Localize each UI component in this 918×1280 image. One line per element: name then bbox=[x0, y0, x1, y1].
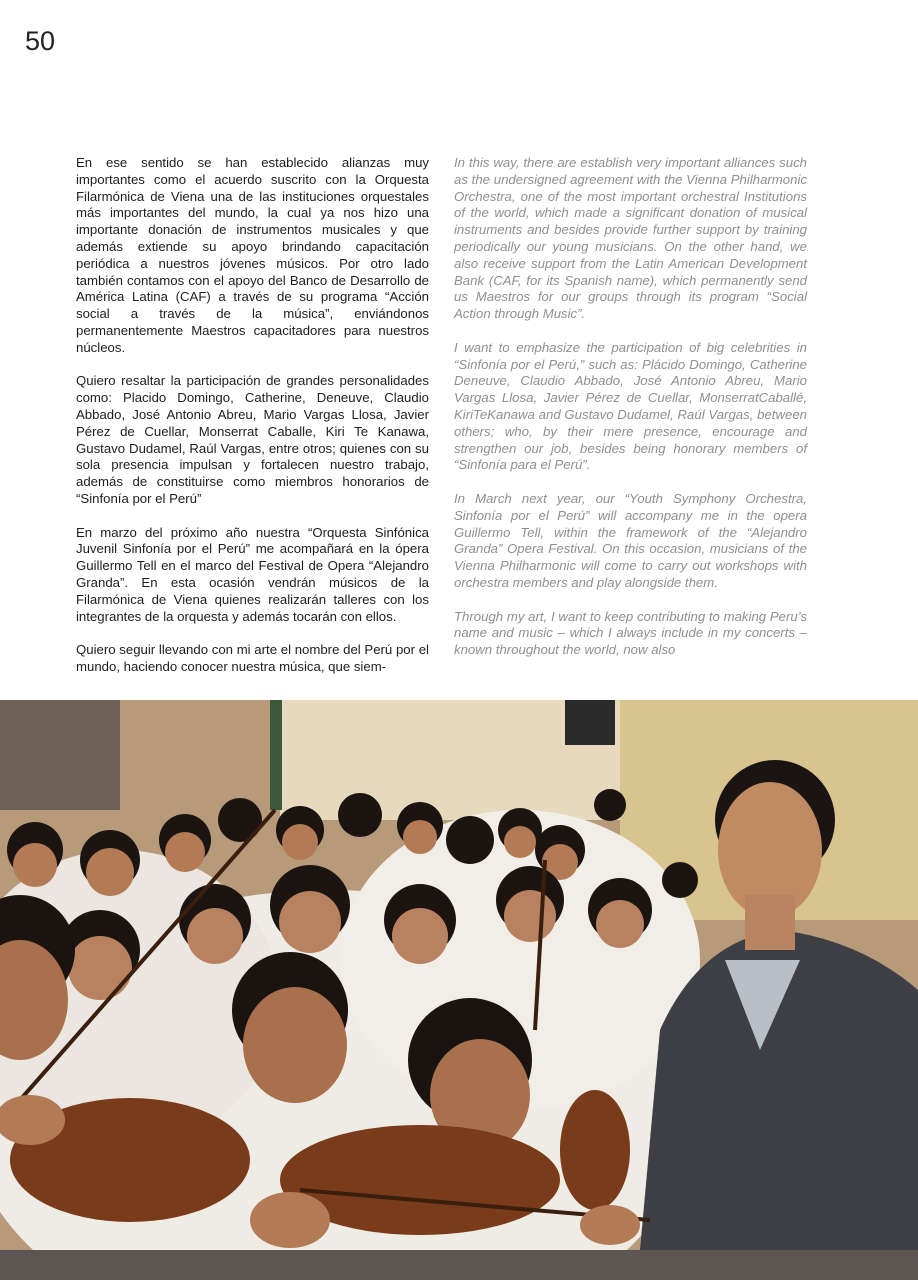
english-paragraph-2: I want to emphasize the participation of big celebrities in “Sinfonía por el Perú,” such as: Plácido Domingo, Catherine Deneuve, Claudio Abbado, José Antonio Abreu, Mario Vargas Llosa, Javier Pérez de Cuellar, MonserratCaballé, KiriTeKanawa and Gustavo Dudamel, Raúl Vargas, between others; who, by their mere presence, encourage and strengthen our job, besides being honorary members of “Sinfonía para el Perú”. bbox=[454, 339, 807, 473]
spanish-paragraph-3: En marzo del próximo año nuestra “Orquesta Sinfónica Juvenil Sinfonía por el Perú” me acompañará en la ópera Guillermo Tell en el marco del Festival de Opera “Alejandro Granda”. En esta ocasión vendrán músicos de la Filarmónica de Viena quienes realizarán talleres con los integrantes de la orquesta y además tocarán con ellos. bbox=[76, 524, 429, 624]
english-paragraph-4: Through my art, I want to keep contributing to making Peru’s name and music – which I always include in my concerts – known throughout the world, now also bbox=[454, 608, 807, 658]
spanish-paragraph-4: Quiero seguir llevando con mi arte el nombre del Perú por el mundo, haciendo conocer nuestra música, que siem- bbox=[76, 642, 429, 674]
photo-children-orchestra bbox=[0, 700, 918, 1250]
spanish-column bbox=[76, 155, 429, 693]
english-column bbox=[454, 155, 807, 676]
spanish-paragraph-2: Quiero resaltar la participación de grandes personalidades como: Placido Domingo, Catherine, Deneuve, Claudio Abbado, José Antonio Abreu, Mario Vargas Llosa, Javier Pérez de Cuellar, Monserrat Caballe, Kiri Te Kanawa, Gustavo Dudamel, Raúl Vargas, entre otros; quienes con su sola presencia impulsan y fortalecen nuestro trabajo, además de constituirse como miembros honorarios de “Sinfonía por el Perú” bbox=[76, 373, 429, 506]
page-number: 50 bbox=[25, 26, 56, 56]
english-paragraph-1: In this way, there are establish very important alliances such as the undersigned agreement with the Vienna Philharmonic Orchestra, one of the most important orchestral Institutions of the world, which made a significant donation of musical instruments and besides provide further support by training periodically our young musicians. On the other hand, we also receive support from the Latin American Development Bank (CAF, for its Spanish name), which permanently send us Maestros for our groups through its program “Social Action through Music”. bbox=[454, 155, 807, 322]
footer-bar bbox=[0, 1250, 918, 1280]
english-paragraph-3: In March next year, our “Youth Symphony Orchestra, Sinfonía por el Perú” will accompany me in the opera Guillermo Tell, within the framework of the “Alejandro Granda” Opera Festival. On this occasion, musicians of the Vienna Philharmonic will come to carry out workshops with orchestra members and play alongside them. bbox=[454, 490, 807, 590]
spanish-paragraph-1: En ese sentido se han establecido alianzas muy importantes como el acuerdo suscrito con la Orquesta Filarmónica de Viena una de las instituciones orquestales más importantes del mundo, la cual ya nos hizo una importante donación de instrumentos musicales y que además extiende su apoyo brindando capacitación periódica a nuestros jóvenes músicos. Por otro lado también contamos con el apoyo del Banco de Desarrollo de América Latina (CAF) a través de su programa “Acción social a través de la música”, enviándonos permanentemente Maestros capacitadores para nuestros núcleos. bbox=[76, 155, 429, 355]
